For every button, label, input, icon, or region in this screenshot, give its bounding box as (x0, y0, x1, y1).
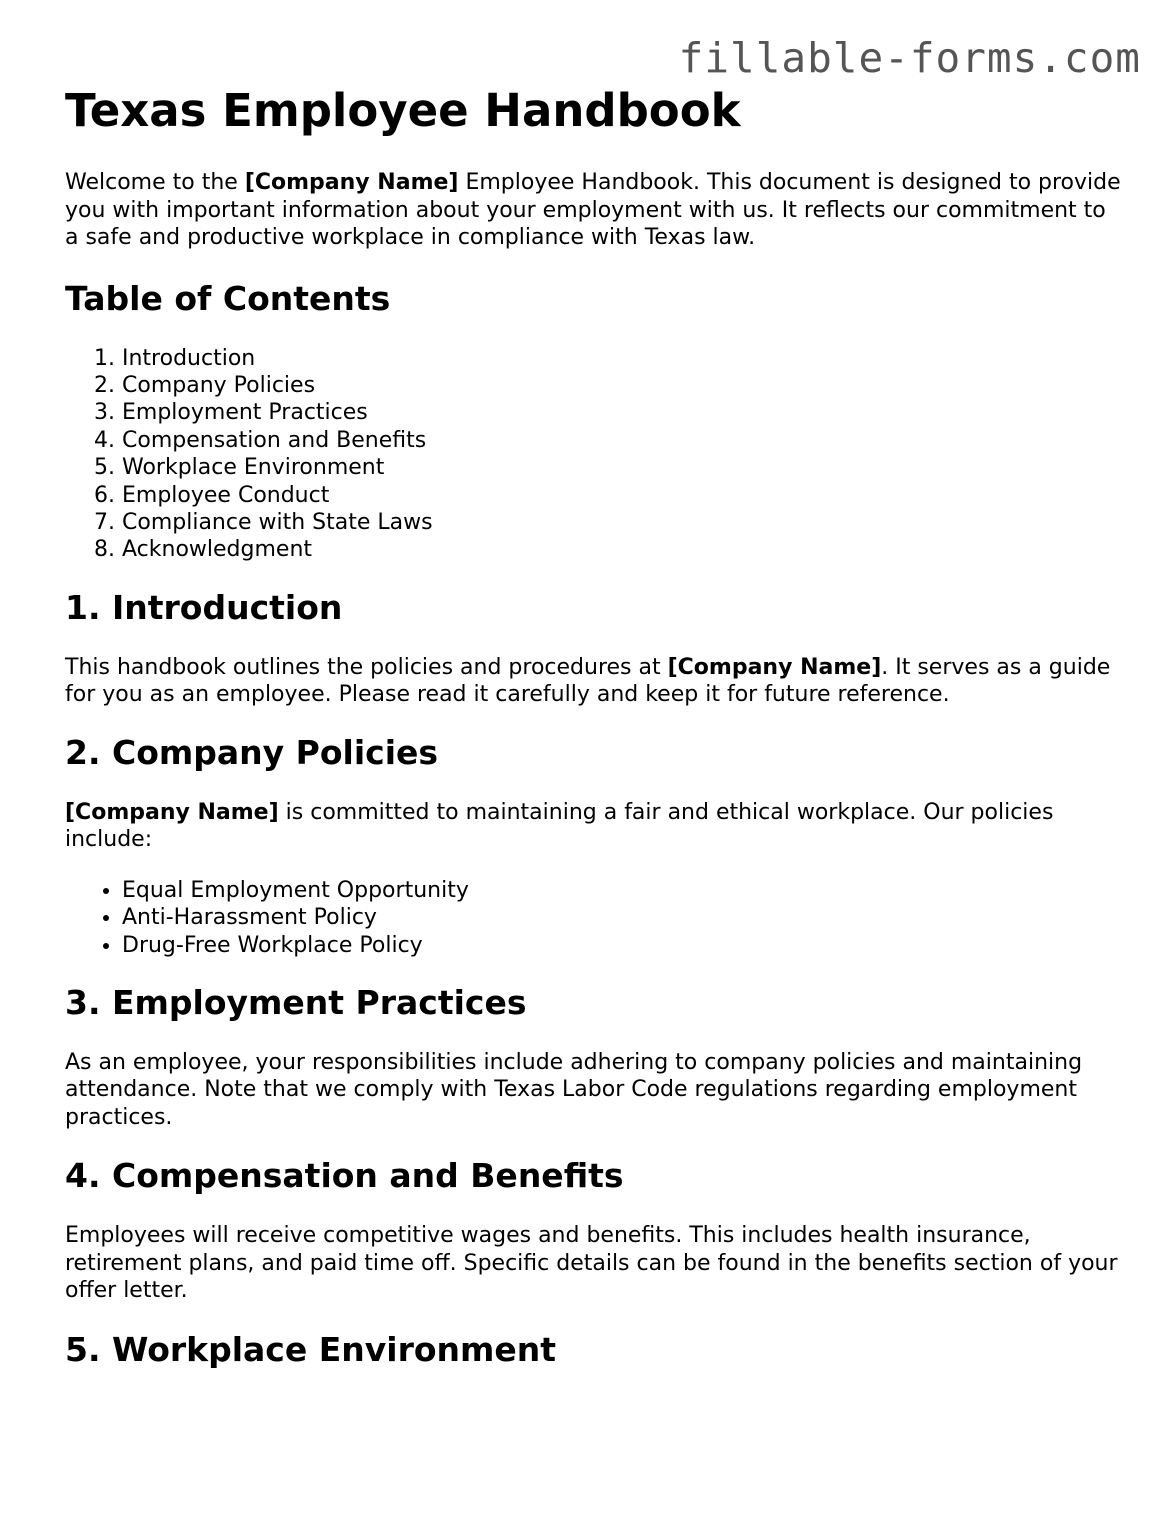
section-heading-policies: 2. Company Policies (65, 732, 439, 772)
policy-item: • Anti-Harassment Policy (122, 904, 1125, 931)
toc-item: 3. Employment Practices (122, 399, 1125, 426)
watermark: fillable-forms.com (678, 34, 1141, 82)
document-title: Texas Employee Handbook (65, 84, 741, 137)
section-heading-compensation: 4. Compensation and Benefits (65, 1156, 624, 1196)
section-heading-environment: 5. Workplace Environment (65, 1329, 557, 1369)
policies-paragraph (65, 799, 1125, 854)
introduction-text-before: This handbook outlines the policies and procedures at (65, 654, 668, 680)
policy-item: • Drug-Free Workplace Policy (122, 932, 1125, 959)
intro-text-before: Welcome to the (65, 170, 245, 195)
section-heading-introduction: 1. Introduction (65, 587, 343, 627)
toc-heading: Table of Contents (65, 278, 391, 318)
company-name-placeholder: [Company Name] (667, 654, 882, 680)
introduction-paragraph (65, 654, 1125, 709)
company-name-placeholder: [Company Name] (244, 170, 459, 195)
toc-item: 2. Company Policies (122, 372, 1125, 399)
toc-item: 1. Introduction (122, 345, 1125, 372)
toc-item: 8. Acknowledgment (122, 536, 1125, 563)
toc-item: 5. Workplace Environment (122, 454, 1125, 481)
policies-text: is committed to maintaining a fair and ethical workplace. Our policies include: (65, 799, 1054, 853)
document-page (65, 84, 1125, 1370)
introduction-text-after: . It serves as a guide for you as an employee. Please read it carefully and keep it for future reference. (65, 654, 1111, 708)
intro-paragraph (65, 169, 1125, 252)
company-name-placeholder: [Company Name] (65, 799, 279, 825)
practices-paragraph: As an employee, your responsibilities include adhering to company policies and maintaining attendance. Note that we comply with Texas Labor Code regulations regarding employment practices. (65, 1049, 1083, 1130)
compensation-paragraph: Employees will receive competitive wages and benefits. This includes health insurance, retirement plans, and paid time off. Specific details can be found in the benefits section of your offer letter. (65, 1223, 1118, 1304)
section-heading-practices: 3. Employment Practices (65, 982, 527, 1022)
policies-list (65, 877, 1125, 959)
intro-text-after: Employee Handbook. This document is designed to provide you with important information about your employment with us. It reflects our commitment to a safe and productive workplace in compliance with Texas law. (65, 170, 1121, 250)
toc-item: 7. Compliance with State Laws (122, 509, 1125, 536)
toc-item: 4. Compensation and Benefits (122, 427, 1125, 454)
policy-item: • Equal Employment Opportunity (122, 877, 1125, 904)
toc-list (65, 345, 1125, 564)
toc-item: 6. Employee Conduct (122, 482, 1125, 509)
